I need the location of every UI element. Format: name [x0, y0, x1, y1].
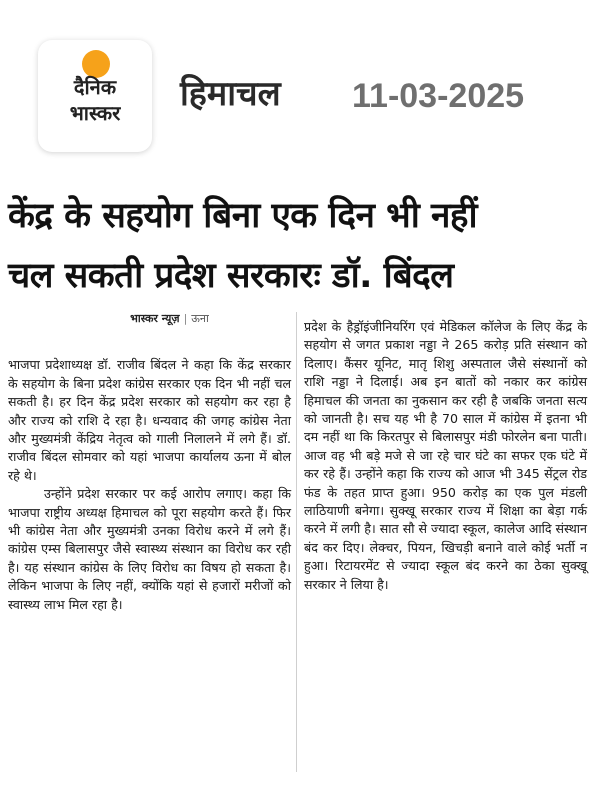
dainik-bhaskar-logo	[38, 40, 152, 152]
paragraph: प्रदेश के हैड्रॉइंजीनियरिंग एवं मेडिकल कॉलेज के लिए केंद्र के सहयोग से जगत प्रकाश नड्डा ने 265 करोड़ प्रति संस्थान को दिलाए। कैंसर यूनिट, मातृ शिशु अस्पताल जैसे संस्थानों को राशि नड्डा ने दिलाई। अब इन बातों को नकार कर कांग्रेस हिमाचल की जनता का नुकसान कर रही है जबकि जनता सत्य को जानती है। सच यह भी है 70 साल में कांग्रेस में इतना भी दम नहीं था कि किरतपुर से बिलासपुर मंडी फोरलेन बना पाती। आज वह भी बड़े मजे से जा रहे चार घंटे का सफर एक घंटे में कर रहे हैं। उन्होंने कहा कि राज्य को आज भी 345 सेंट्रल रोड फंड के तहत प्राप्त हुआ। 950 करोड़ का एक पुल मंडली लाठियाणी बनेगा। सुक्खू सरकार राज्य में शिक्षा का बेड़ा गर्क करने में लगी है। सात सौ से ज्यादा स्कूल, कालेज आदि संस्थान बंद कर दिए। लेक्चर, पियन, खिचड़ी बनाने वाले कोई भर्ती न हुआ। रिटायरमेंट से ज्यादा स्कूल बंद करने का ठेका सुक्खू सरकार ने लिया है।	[304, 319, 587, 592]
headline-line-1: केंद्र के सहयोग बिना एक दिन भी नहीं	[8, 196, 478, 236]
page-header	[0, 0, 595, 170]
article-column-right	[304, 318, 587, 594]
article-column-left	[8, 310, 291, 614]
byline-source: भास्कर न्यूज़	[130, 312, 180, 325]
article-headline	[8, 186, 588, 306]
headline-line-2: चल सकती प्रदेश सरकारः डॉ. बिंदल	[8, 256, 454, 296]
sun-icon	[82, 50, 110, 78]
paragraph: भाजपा प्रदेशाध्यक्ष डॉ. राजीव बिंदल ने कहा कि केंद्र सरकार के सहयोग के बिना प्रदेश कांग्रेस सरकार एक दिन भी नहीं चल सकती है। हर दिन केंद्र प्रदेश सरकार को सहयोग कर रहा है और राज्य को राशि दे रहा है। धन्यवाद की जगह कांग्रेस नेता और मुख्यमंत्री केंद्रिय नेतृत्व को गाली निलालने में लगे हैं। डॉ. राजीव बिंदल सोमवार को यहां भाजपा कार्यालय ऊना में बोल रहे थे।	[8, 357, 291, 483]
byline-place: ऊना	[191, 312, 209, 325]
logo-line-1: दैनिक	[73, 75, 117, 99]
section-name: हिमाचल	[180, 74, 281, 114]
byline-separator: |	[183, 312, 188, 325]
paragraph: उन्होंने प्रदेश सरकार पर कई आरोप लगाए। कहा कि भाजपा राष्ट्रीय अध्यक्ष हिमाचल को पूरा सहयोग करते हैं। फिर भी कांग्रेस नेता और मुख्यमंत्री उनका विरोध करने में लगे हैं। कांग्रेस एम्स बिलासपुर जैसे स्वास्थ्य संस्थान का विरोध कर रही है। यह संस्थान कांग्रेस के लिए विरोध का विषय हो सकता है। लेकिन भाजपा के लिए नहीं, क्योंकि यहां से हजारों मरीजों को स्वास्थ्य लाभ मिल रहा है।	[8, 486, 291, 612]
edition-date: 11-03-2025	[352, 77, 525, 115]
byline	[48, 310, 291, 328]
column-divider	[296, 312, 297, 772]
logo-line-2: भास्कर	[69, 101, 121, 125]
